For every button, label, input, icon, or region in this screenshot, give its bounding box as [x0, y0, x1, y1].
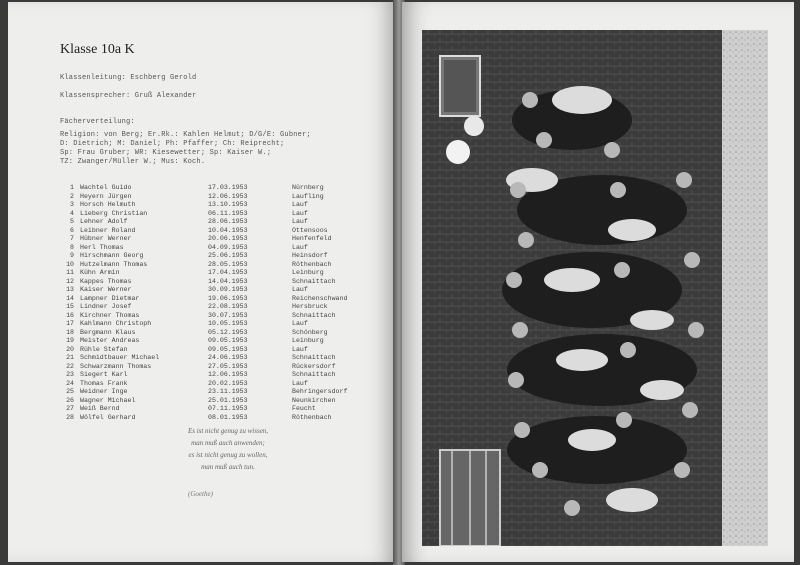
student-birthdate: 05.12.1953: [208, 328, 248, 336]
student-hometown: Lauf: [292, 209, 308, 217]
student-number: 28: [66, 413, 74, 421]
student-number: 27: [66, 405, 74, 412]
student-number: 8: [70, 243, 74, 251]
student-number: 15: [66, 303, 74, 310]
student-name: Hutzelmann Thomas: [80, 260, 148, 268]
student-number: 9: [70, 252, 74, 259]
student-hometown: Leinburg: [292, 337, 324, 344]
student-hometown: Hersbruck: [292, 303, 328, 310]
student-hometown: Schnaittach: [292, 311, 336, 319]
student-row: [60, 320, 360, 329]
student-birthdate: 22.08.1953: [208, 303, 248, 310]
student-birthdate: 30.07.1953: [208, 311, 248, 319]
student-hometown: Schnaittach: [292, 354, 336, 361]
student-row: [60, 312, 360, 321]
student-hometown: Lauf: [292, 345, 308, 353]
student-hometown: Lauf: [292, 286, 308, 293]
student-birthdate: 17.04.1953: [208, 269, 248, 276]
subjects-heading: Fächerverteilung:: [60, 118, 135, 126]
student-number: 20: [66, 345, 74, 353]
student-number: 19: [66, 337, 74, 344]
student-name: Weiß Bernd: [80, 405, 120, 412]
right-page: [402, 2, 794, 562]
student-number: 17: [66, 320, 74, 327]
student-hometown: Behringersdorf: [292, 388, 348, 395]
poem-author: (Goethe): [188, 490, 213, 498]
student-name: Lehner Adolf: [80, 218, 128, 225]
student-name: Kirchner Thomas: [80, 311, 140, 319]
student-birthdate: 28.05.1953: [208, 260, 248, 268]
student-birthdate: 12.06.1953: [208, 192, 248, 200]
student-row: [60, 337, 360, 346]
student-birthdate: 10.05.1953: [208, 320, 248, 327]
student-birthdate: 09.05.1953: [208, 345, 248, 353]
student-number: 16: [66, 311, 74, 319]
student-number: 6: [70, 226, 74, 234]
poem-line: es ist nicht genug zu wollen,: [188, 451, 268, 459]
student-name: Hübner Werner: [80, 235, 132, 242]
student-row: [60, 380, 360, 389]
student-name: Wachtel Guido: [80, 184, 132, 191]
class-group-photo: [422, 30, 768, 546]
student-row: [60, 252, 360, 261]
student-birthdate: 08.01.1953: [208, 413, 248, 421]
student-row: [60, 201, 360, 210]
student-number: 23: [66, 371, 74, 378]
student-row: [60, 286, 360, 295]
student-name: Meister Andreas: [80, 337, 140, 344]
student-row: [60, 354, 360, 363]
student-row: [60, 303, 360, 312]
student-birthdate: 25.06.1953: [208, 252, 248, 259]
class-speaker-line: Klassensprecher: Gruß Alexander: [60, 92, 197, 100]
student-name: Schmidtbauer Michael: [80, 354, 160, 361]
student-birthdate: 30.09.1953: [208, 286, 248, 293]
class-teacher-line: Klassenleitung: Eschberg Gerold: [60, 74, 197, 82]
student-row: [60, 218, 360, 227]
student-birthdate: 13.10.1953: [208, 201, 248, 208]
page-title: Klasse 10a K: [60, 42, 135, 57]
student-hometown: Henfenfeld: [292, 235, 332, 242]
group-photo-image: [422, 30, 768, 546]
student-birthdate: 28.06.1953: [208, 218, 248, 225]
student-name: Lindner Josef: [80, 303, 132, 310]
student-hometown: Neunkirchen: [292, 396, 336, 404]
student-hometown: Feucht: [292, 405, 316, 412]
poem-line: man muß auch anwenden;: [191, 439, 265, 447]
student-name: Herl Thomas: [80, 243, 124, 251]
student-hometown: Heinsdorf: [292, 252, 328, 259]
student-row: [60, 227, 360, 236]
student-number: 7: [70, 235, 74, 242]
student-name: Weidner Inge: [80, 388, 128, 395]
student-hometown: Lauf: [292, 201, 308, 208]
student-name: Kahlmann Christoph: [80, 320, 152, 327]
student-hometown: Röthenbach: [292, 413, 332, 421]
poem-line: man muß auch tun.: [201, 463, 255, 471]
student-birthdate: 17.03.1953: [208, 184, 248, 191]
student-row: [60, 295, 360, 304]
student-name: Kappes Thomas: [80, 277, 132, 285]
student-number: 3: [70, 201, 74, 208]
student-hometown: Ottensoos: [292, 226, 328, 234]
student-number: 11: [66, 269, 74, 276]
student-row: [60, 388, 360, 397]
student-row: [60, 329, 360, 338]
student-number: 22: [66, 362, 74, 370]
student-row: [60, 405, 360, 414]
student-hometown: Röthenbach: [292, 260, 332, 268]
student-row: [60, 261, 360, 270]
student-birthdate: 20.02.1953: [208, 379, 248, 387]
student-row: [60, 235, 360, 244]
student-hometown: Nürnberg: [292, 184, 324, 191]
student-name: Kaiser Werner: [80, 286, 132, 293]
student-birthdate: 20.06.1953: [208, 235, 248, 242]
student-birthdate: 04.09.1953: [208, 243, 248, 251]
student-hometown: Rückersdorf: [292, 362, 336, 370]
student-birthdate: 07.11.1953: [208, 405, 248, 412]
subjects-line: D: Dietrich; M: Daniel; Ph: Pfaffer; Ch: Reiprecht;: [60, 140, 285, 148]
student-row: [60, 193, 360, 202]
student-number: 13: [66, 286, 74, 293]
student-number: 25: [66, 388, 74, 395]
student-name: Rühle Stefan: [80, 345, 128, 353]
poem-line: Es ist nicht genug zu wissen,: [187, 427, 269, 435]
student-row: [60, 184, 360, 193]
student-name: Leibner Roland: [80, 226, 136, 234]
student-hometown: Schnaittach: [292, 277, 336, 285]
student-birthdate: 06.11.1953: [208, 209, 248, 217]
student-name: Siegert Karl: [80, 371, 128, 378]
student-number: 10: [66, 260, 74, 268]
student-roster: [60, 184, 360, 422]
student-number: 26: [66, 396, 74, 404]
student-birthdate: 19.06.1953: [208, 294, 248, 302]
student-hometown: Lauf: [292, 320, 308, 327]
student-hometown: Schnaittach: [292, 371, 336, 378]
student-birthdate: 12.06.1953: [208, 371, 248, 378]
student-birthdate: 23.11.1953: [208, 388, 248, 395]
student-name: Horsch Helmuth: [80, 201, 136, 208]
student-birthdate: 10.04.1953: [208, 226, 248, 234]
student-name: Schwarzmann Thomas: [80, 362, 152, 370]
student-hometown: Lauf: [292, 243, 308, 251]
student-row: [60, 371, 360, 380]
student-hometown: Lauf: [292, 379, 308, 387]
student-name: Kühn Armin: [80, 269, 120, 276]
student-birthdate: 25.01.1953: [208, 396, 248, 404]
student-birthdate: 14.04.1953: [208, 277, 248, 285]
student-birthdate: 09.05.1953: [208, 337, 248, 344]
student-hometown: Laufling: [292, 192, 324, 200]
student-row: [60, 278, 360, 287]
student-name: Heyern Jürgen: [80, 192, 132, 200]
student-birthdate: 24.06.1953: [208, 354, 248, 361]
student-name: Bergmann Klaus: [80, 328, 136, 336]
student-row: [60, 346, 360, 355]
student-row: [60, 414, 360, 423]
student-hometown: Schönberg: [292, 328, 328, 336]
student-number: 1: [70, 184, 74, 191]
student-number: 5: [70, 218, 74, 225]
student-name: Thomas Frank: [80, 379, 128, 387]
student-row: [60, 210, 360, 219]
student-birthdate: 27.05.1953: [208, 362, 248, 370]
student-name: Wagner Michael: [80, 396, 136, 404]
left-page: [8, 2, 396, 562]
student-name: Lampner Dietmar: [80, 294, 140, 302]
student-row: [60, 397, 360, 406]
student-number: 21: [66, 354, 74, 361]
student-hometown: Lauf: [292, 218, 308, 225]
student-number: 14: [66, 294, 74, 302]
student-name: Hirschmann Georg: [80, 252, 144, 259]
subjects-line: TZ: Zwanger/Müller W.; Mus: Koch.: [60, 158, 206, 166]
student-number: 4: [70, 209, 74, 217]
student-name: Lieberg Christian: [80, 209, 148, 217]
subjects-line: Religion: von Berg; Er.Rk.: Kahlen Helmut; D/G/E: Gubner;: [60, 131, 311, 139]
student-hometown: Reichenschwand: [292, 294, 348, 302]
student-number: 24: [66, 379, 74, 387]
student-row: [60, 244, 360, 253]
student-name: Wölfel Gerhard: [80, 413, 136, 421]
subjects-line: Sp: Frau Gruber; WR: Kiesewetter; Sp: Kaiser W.;: [60, 149, 272, 157]
student-number: 18: [66, 328, 74, 336]
student-number: 2: [70, 192, 74, 200]
student-row: [60, 363, 360, 372]
student-row: [60, 269, 360, 278]
poem: [128, 427, 328, 475]
student-hometown: Leinburg: [292, 269, 324, 276]
student-number: 12: [66, 277, 74, 285]
